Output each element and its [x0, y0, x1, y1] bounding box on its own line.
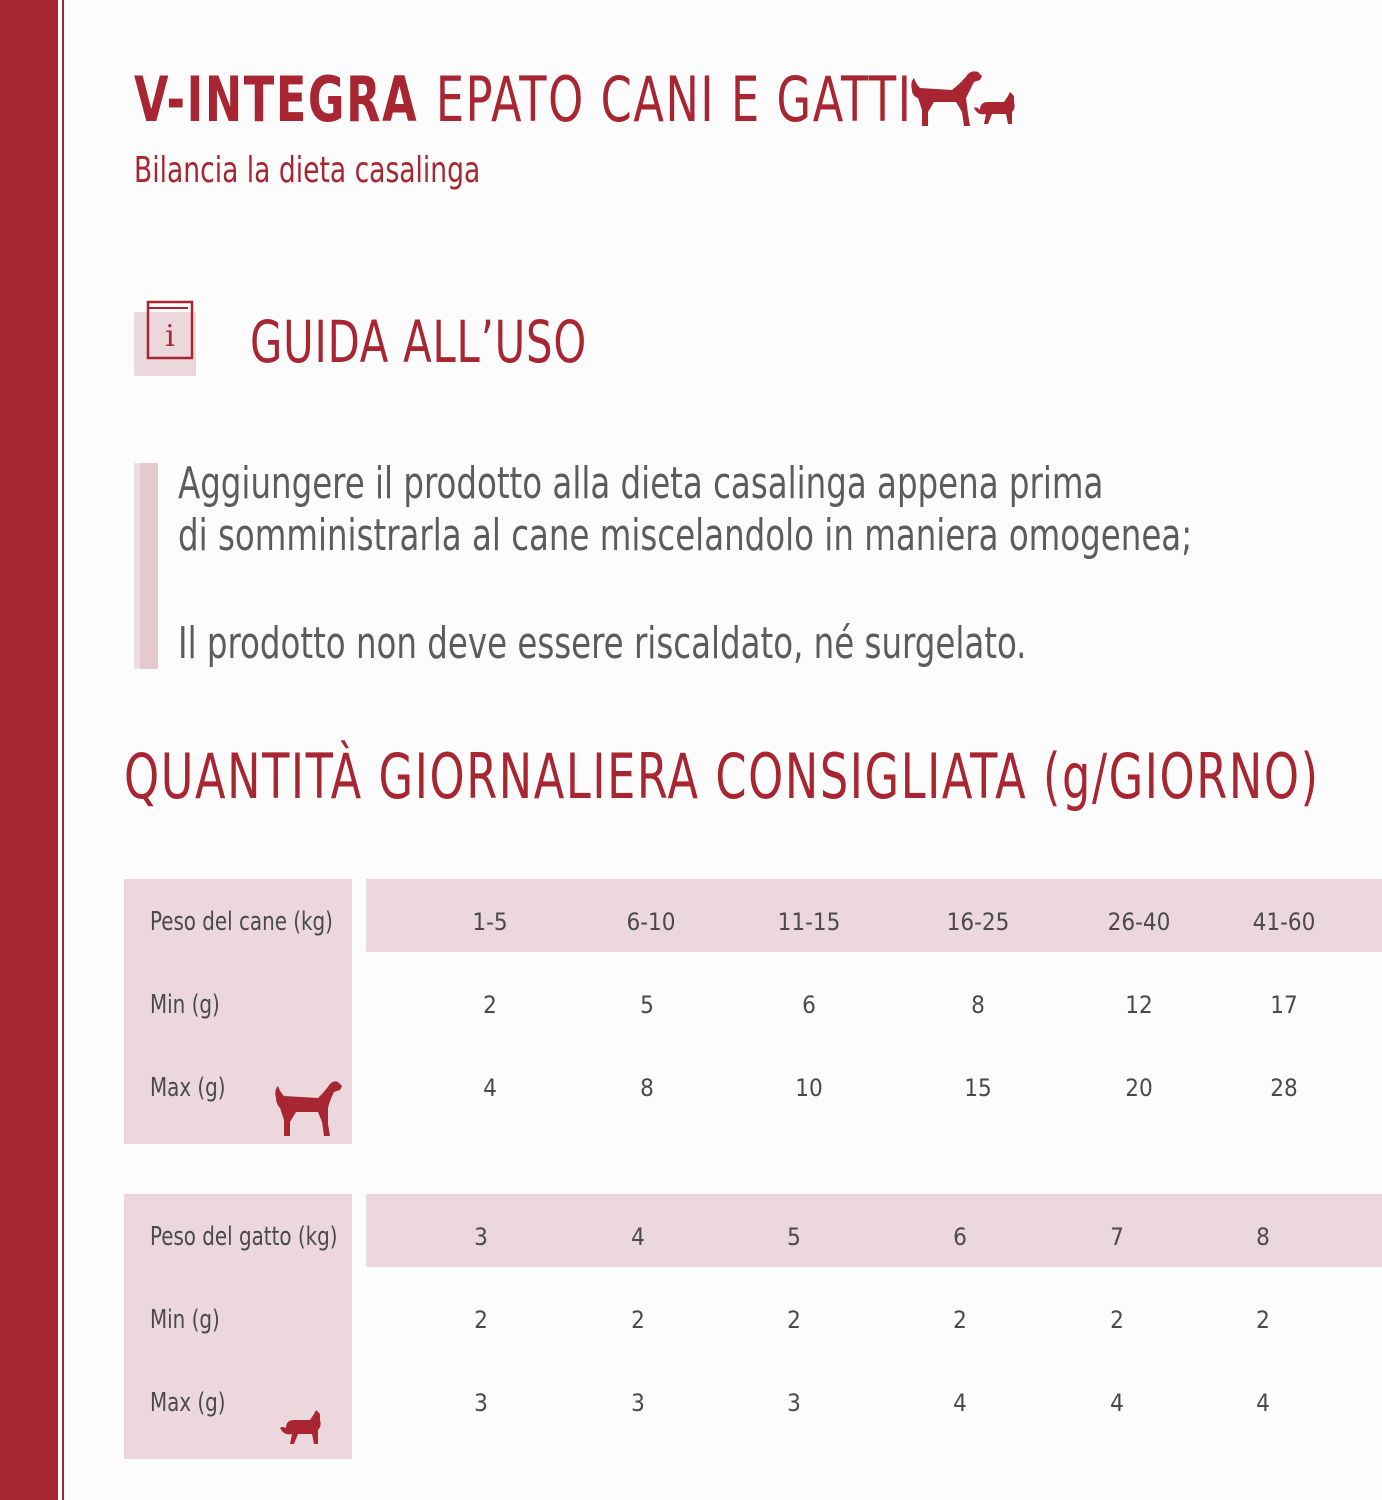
- dog-min-value: 6: [802, 991, 816, 1019]
- instruction-line: Aggiungere il prodotto alla dieta casalinga appena prima: [178, 458, 1104, 509]
- cat-max-value: 4: [1256, 1389, 1270, 1417]
- cat-weight-col: 4: [631, 1223, 645, 1251]
- dog-min-value: 17: [1270, 991, 1298, 1019]
- subtitle: Bilancia la dieta casalinga: [134, 150, 481, 191]
- dog-max-value: 28: [1270, 1074, 1298, 1102]
- left-accent-line: [62, 0, 64, 1500]
- cat-max-value: 4: [1110, 1389, 1124, 1417]
- dog-min-label: Min (g): [150, 990, 220, 1020]
- info-book-icon: [134, 298, 196, 376]
- dog-max-value: 10: [795, 1074, 823, 1102]
- quote-bar: [140, 463, 158, 669]
- cat-weight-col: 6: [953, 1223, 967, 1251]
- cat-min-value: 2: [953, 1306, 967, 1334]
- svg-text:i: i: [165, 319, 175, 354]
- dog-weight-label: Peso del cane (kg): [150, 907, 333, 937]
- dog-weight-col: 11-15: [777, 908, 841, 936]
- dog-max-value: 15: [964, 1074, 992, 1102]
- guide-title: GUIDA ALL’USO: [250, 308, 587, 376]
- dog-weight-col: 26-40: [1107, 908, 1171, 936]
- cat-min-value: 2: [631, 1306, 645, 1334]
- cat-min-value: 2: [1110, 1306, 1124, 1334]
- dog-max-value: 4: [483, 1074, 497, 1102]
- dog-weight-col: 1-5: [472, 908, 508, 936]
- dog-weight-col: 6-10: [626, 908, 676, 936]
- dog-weight-col: 16-25: [946, 908, 1010, 936]
- dog-min-value: 5: [640, 991, 654, 1019]
- instruction-line: Il prodotto non deve essere riscaldato, né surgelato.: [178, 618, 1027, 669]
- dog-min-value: 8: [971, 991, 985, 1019]
- dog-weight-col: 41-60: [1252, 908, 1316, 936]
- cat-max-value: 3: [631, 1389, 645, 1417]
- cat-min-label: Min (g): [150, 1305, 220, 1335]
- dog-max-label: Max (g): [150, 1073, 226, 1103]
- dog-max-value: 8: [640, 1074, 654, 1102]
- cat-max-label: Max (g): [150, 1388, 226, 1418]
- cat-weight-label: Peso del gatto (kg): [150, 1222, 338, 1252]
- cat-icon: [278, 1408, 326, 1446]
- dog-min-value: 12: [1125, 991, 1153, 1019]
- cat-min-value: 2: [787, 1306, 801, 1334]
- product-title-bold: V-INTEGRA: [134, 62, 419, 136]
- left-accent-bar: [0, 0, 58, 1500]
- cat-weight-col: 3: [474, 1223, 488, 1251]
- cat-weight-col: 5: [787, 1223, 801, 1251]
- dog-and-cat-icon: [908, 68, 1020, 130]
- cat-max-value: 3: [474, 1389, 488, 1417]
- cat-min-value: 2: [474, 1306, 488, 1334]
- dog-icon: [272, 1078, 344, 1138]
- cat-min-value: 2: [1256, 1306, 1270, 1334]
- instruction-line: di somministrarla al cane miscelandolo in maniera omogenea;: [178, 510, 1193, 561]
- product-title: [134, 60, 913, 138]
- quantity-title: QUANTITÀ GIORNALIERA CONSIGLIATA (g/GIORNO): [124, 740, 1320, 813]
- cat-max-value: 3: [787, 1389, 801, 1417]
- cat-weight-col: 8: [1256, 1223, 1270, 1251]
- product-title-rest: EPATO CANI E GATTI: [435, 62, 913, 136]
- dog-max-value: 20: [1125, 1074, 1153, 1102]
- dog-min-value: 2: [483, 991, 497, 1019]
- cat-weight-col: 7: [1110, 1223, 1124, 1251]
- cat-max-value: 4: [953, 1389, 967, 1417]
